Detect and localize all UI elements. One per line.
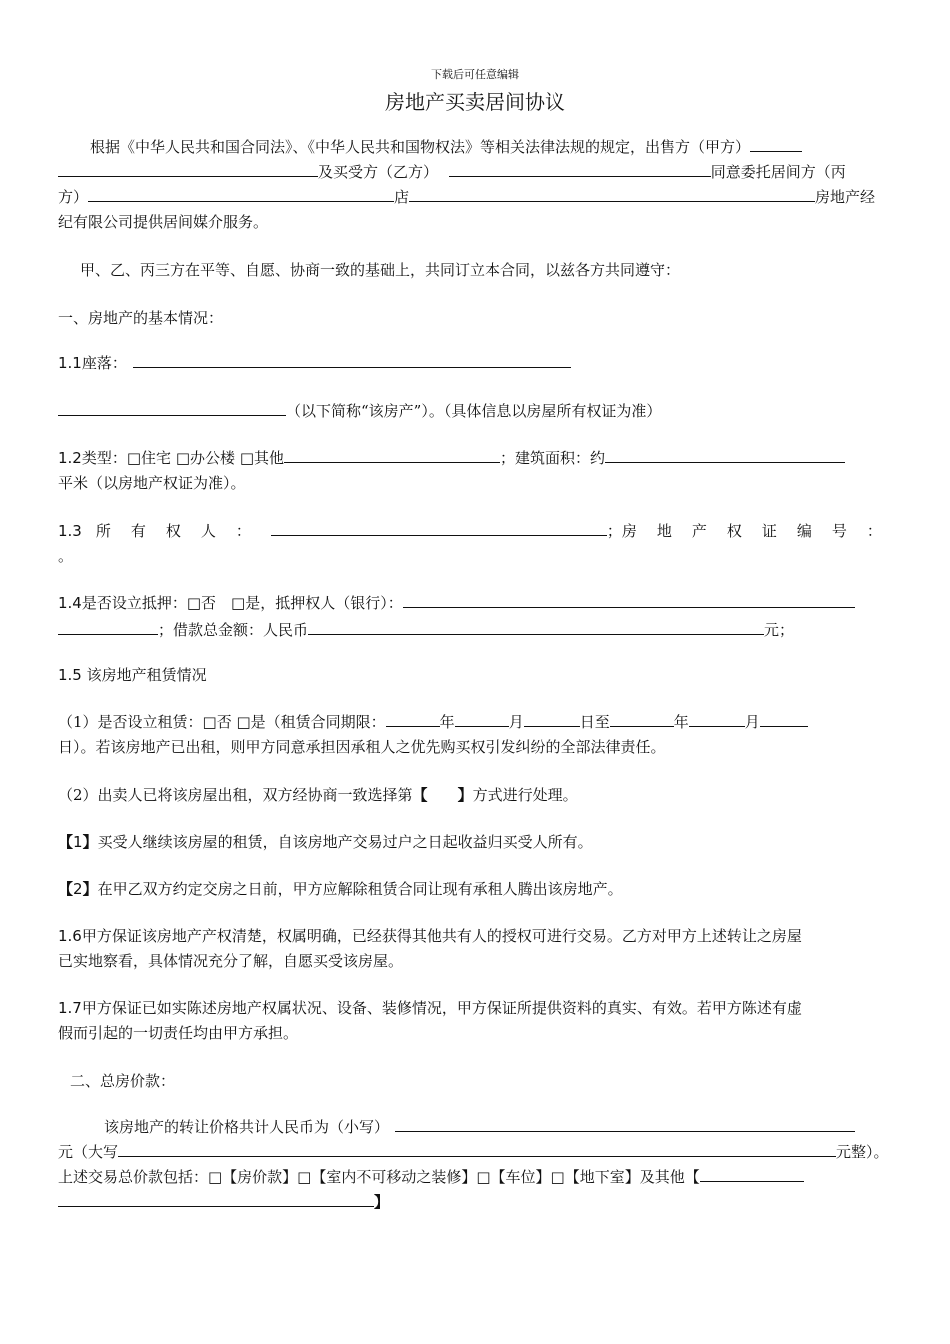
checkbox-residential[interactable]: □住宅 [126,449,172,467]
area-blank[interactable] [605,448,845,463]
bracket: 【 [412,786,428,804]
clause-text: 甲方保证已如实陈述房地产权属状况、设备、装修情况，甲方保证所提供资料的真实、有效。若甲方陈述有虚 [81,999,802,1017]
agent-blank[interactable] [88,187,394,202]
option-2 [58,878,623,899]
clause-number: 1.7 [58,999,82,1017]
clause-text: ；借款总金额：人民币 [158,621,309,639]
clause-text: ；建筑面积：约 [500,449,606,467]
unit-year: 年 [673,713,689,731]
clause-text: 方式进行处理。 [472,786,578,804]
clause-text: 类型： [81,449,127,467]
price-includes-text: 上述交易总价款包括：□【房价款】□【室内不可移动之装修】□【车位】□【地下室】及其他【 [58,1168,700,1186]
price-line-1 [104,1116,855,1137]
intro-text-6: 房地产经 [815,188,876,206]
lease-end-month-blank[interactable] [689,712,745,727]
clause-text: 甲方保证该房地产产权清楚，权属明确，已经获得其他共有人的授权可进行交易。乙方对甲方上述转让之房屋 [81,927,802,945]
mortgagee-blank[interactable] [403,593,855,608]
clause-1-2 [58,447,845,468]
clause-1-6 [58,925,802,946]
owner-blank[interactable] [271,521,607,536]
clause-number: 1.3 [58,522,82,540]
other-items-blank-cont[interactable] [58,1192,374,1207]
other-items-blank[interactable] [700,1167,804,1182]
checkbox-other[interactable]: □其他 [239,449,284,467]
bracket: 】 [82,880,98,898]
bracket: 【 [58,833,74,851]
price-includes-line [58,1166,804,1187]
intro-line-2 [58,161,846,182]
bracket: 】 [374,1193,390,1211]
owner-label: 所有权人： [95,522,271,540]
clause-number: 1.1 [58,354,82,372]
bracket: 】 [82,833,98,851]
lease-start-day-blank[interactable] [524,712,580,727]
intro-line-1 [90,136,802,157]
clause-1-7 [58,997,802,1018]
unit-day-to: 日至 [579,713,610,731]
location-blank-cont[interactable] [58,401,286,416]
price-text: 元（大写 [58,1143,119,1161]
document-title: 房地产买卖居间协议 [385,90,565,114]
buyer-blank[interactable] [449,162,711,177]
intro-text-2: 及买受方（乙方） [318,163,439,181]
section-1-heading: 一、房地产的基本情况： [58,309,224,327]
clause-1-3-end: 。 [58,547,74,565]
option-number: 2 [73,880,83,898]
header-note: 下载后可任意编辑 [431,68,519,81]
clause-1-6-cont: 已实地察看，具体情况充分了解，自愿买受该房屋。 [58,952,404,970]
clause-text: ； [606,522,622,540]
clause-text: （1）是否设立租赁：□否 □是（租赁合同期限： [58,713,386,731]
mortgagee-blank-cont[interactable] [58,620,158,635]
lease-end-day-blank[interactable] [760,712,808,727]
option-text: 在甲乙双方约定交房之日前，甲方应解除租赁合同让现有承租人腾出该房地产。 [97,880,623,898]
bracket: 【 [58,880,74,898]
lease-end-year-blank[interactable] [610,712,674,727]
type-other-blank[interactable] [284,448,500,463]
section-2-heading: 二、总房价款： [70,1072,176,1090]
clause-number: 1.2 [58,449,82,467]
clause-text: 元； [764,621,795,639]
intro-text-7: 纪有限公司提供居间媒介服务。 [58,213,269,231]
clause-1-5-2 [58,784,578,805]
clause-number: 1.4 [58,594,82,612]
location-blank[interactable] [133,353,571,368]
option-number: 1 [73,833,83,851]
clause-1-5-1 [58,711,808,732]
clause-1-5-1-cont: 日）。若该房地产已出租，则甲方同意承担因承租人之优先购买权引发纠纷的全部法律责任。 [58,738,666,756]
checkbox-office[interactable]: □办公楼 [175,449,236,467]
clause-1-3 [58,520,902,541]
clause-1-1 [58,352,571,373]
clause-text: （以下简称“该房产”）。（具体信息以房屋所有权证为准） [286,402,662,420]
unit-year: 年 [439,713,455,731]
seller-blank-cont[interactable] [58,162,318,177]
price-line-2 [58,1141,889,1162]
certificate-label: 房地产权证编号： [621,522,902,540]
intro-text-3: 同意委托居间方（丙 [710,163,846,181]
option-1 [58,831,593,852]
unit-month: 月 [508,713,524,731]
clause-1-2-cont: 平米（以房地产权证为准）。 [58,474,246,492]
store-blank[interactable] [409,187,815,202]
price-includes-cont [58,1191,389,1212]
price-words-blank[interactable] [118,1142,836,1157]
price-numeric-blank[interactable] [395,1117,855,1132]
lease-start-year-blank[interactable] [386,712,440,727]
seller-blank[interactable] [750,137,802,152]
option-text: 买受人继续该房屋的租赁，自该房地产交易过户之日起收益归买受人所有。 [97,833,593,851]
price-text: 该房地产的转让价格共计人民币为（小写） [104,1118,390,1136]
clause-text: 该房地产租赁情况 [86,666,207,684]
price-text: 元整）。 [836,1143,889,1161]
clause-label: 座落： [81,354,127,372]
clause-number: 1.5 [58,666,82,684]
intro-paragraph-2: 甲、乙、丙三方在平等、自愿、协商一致的基础上，共同订立本合同，以兹各方共同遵守： [80,261,681,279]
intro-text-4: 方） [58,188,89,206]
clause-text: 是否设立抵押：□否 □是，抵押权人（银行）： [81,594,403,612]
intro-text-5: 店 [394,188,410,206]
clause-number: 1.6 [58,927,82,945]
clause-text: （2）出卖人已将该房屋出租，双方经协商一致选择第 [58,786,413,804]
intro-line-3 [58,186,875,207]
clause-1-1-cont [58,400,661,421]
clause-1-5 [58,664,207,685]
lease-start-month-blank[interactable] [455,712,509,727]
clause-1-4 [58,592,855,613]
unit-month: 月 [744,713,760,731]
loan-amount-blank[interactable] [308,620,764,635]
intro-text-1: 根据《中华人民共和国合同法》、《中华人民共和国物权法》等相关法律法规的规定，出售方（甲方） [90,138,751,156]
bracket: 】 [457,786,473,804]
clause-1-4-cont [58,619,794,640]
clause-1-7-cont: 假而引起的一切责任均由甲方承担。 [58,1024,299,1042]
